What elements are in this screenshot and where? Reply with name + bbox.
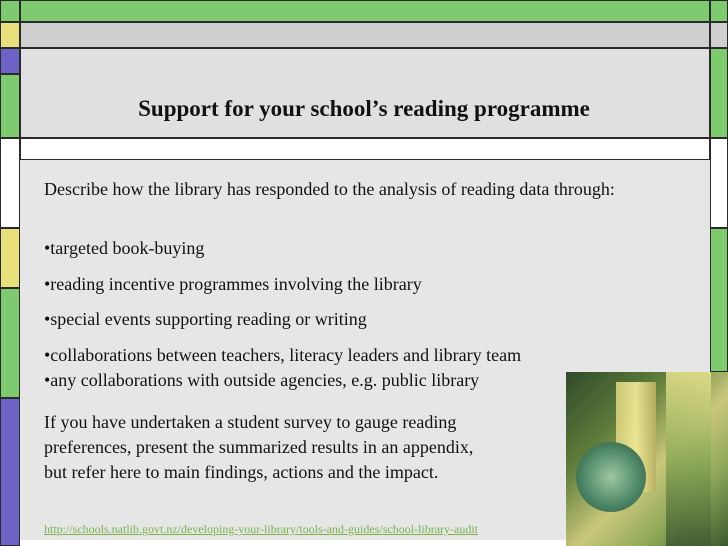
frame-left-green-mid (0, 288, 20, 398)
frame-left-yellow (0, 22, 20, 48)
frame-left-yellow-mid (0, 228, 20, 288)
bullet-5: •any collaborations with outside agencies, e.g. public library (44, 370, 480, 390)
bullet-1: •targeted book-buying (44, 238, 205, 258)
title-band (20, 48, 710, 138)
bullet-4: •collaborations between teachers, literacy leaders and library team (44, 345, 522, 365)
frame-right-green (710, 48, 728, 138)
survey-line-3: but refer here to main findings, actions and the impact. (44, 462, 439, 482)
bullet-3: •special events supporting reading or writing (44, 309, 367, 329)
survey-line-2: preferences, present the summarized results in an appendix, (44, 437, 474, 457)
audit-link[interactable]: http://schools.natlib.govt.nz/developing-your-library/tools-and-guides/school-library-audit (44, 522, 479, 536)
frame-left-purple-bottom (0, 398, 20, 546)
frame-top-left-green (0, 0, 20, 22)
survey-line-1: If you have undertaken a student survey to gauge reading (44, 412, 457, 432)
frame-top-right-green (710, 0, 728, 22)
bullet-2: •reading incentive programmes involving the library (44, 274, 422, 294)
frame-right-green-mid (710, 228, 728, 372)
intro-text: Describe how the library has responded to the analysis of reading data through: (44, 179, 615, 199)
frame-top-green-bar (20, 0, 710, 22)
separator-band (20, 138, 710, 160)
frame-right-gray-top (710, 22, 728, 48)
frame-top-gray-strip (20, 22, 710, 48)
frame-left-white (0, 138, 20, 228)
frame-left-purple-top (0, 48, 20, 74)
frame-right-white (710, 138, 728, 228)
decorative-photo (566, 372, 728, 546)
slide-title: Support for your school’s reading programme (138, 96, 590, 121)
